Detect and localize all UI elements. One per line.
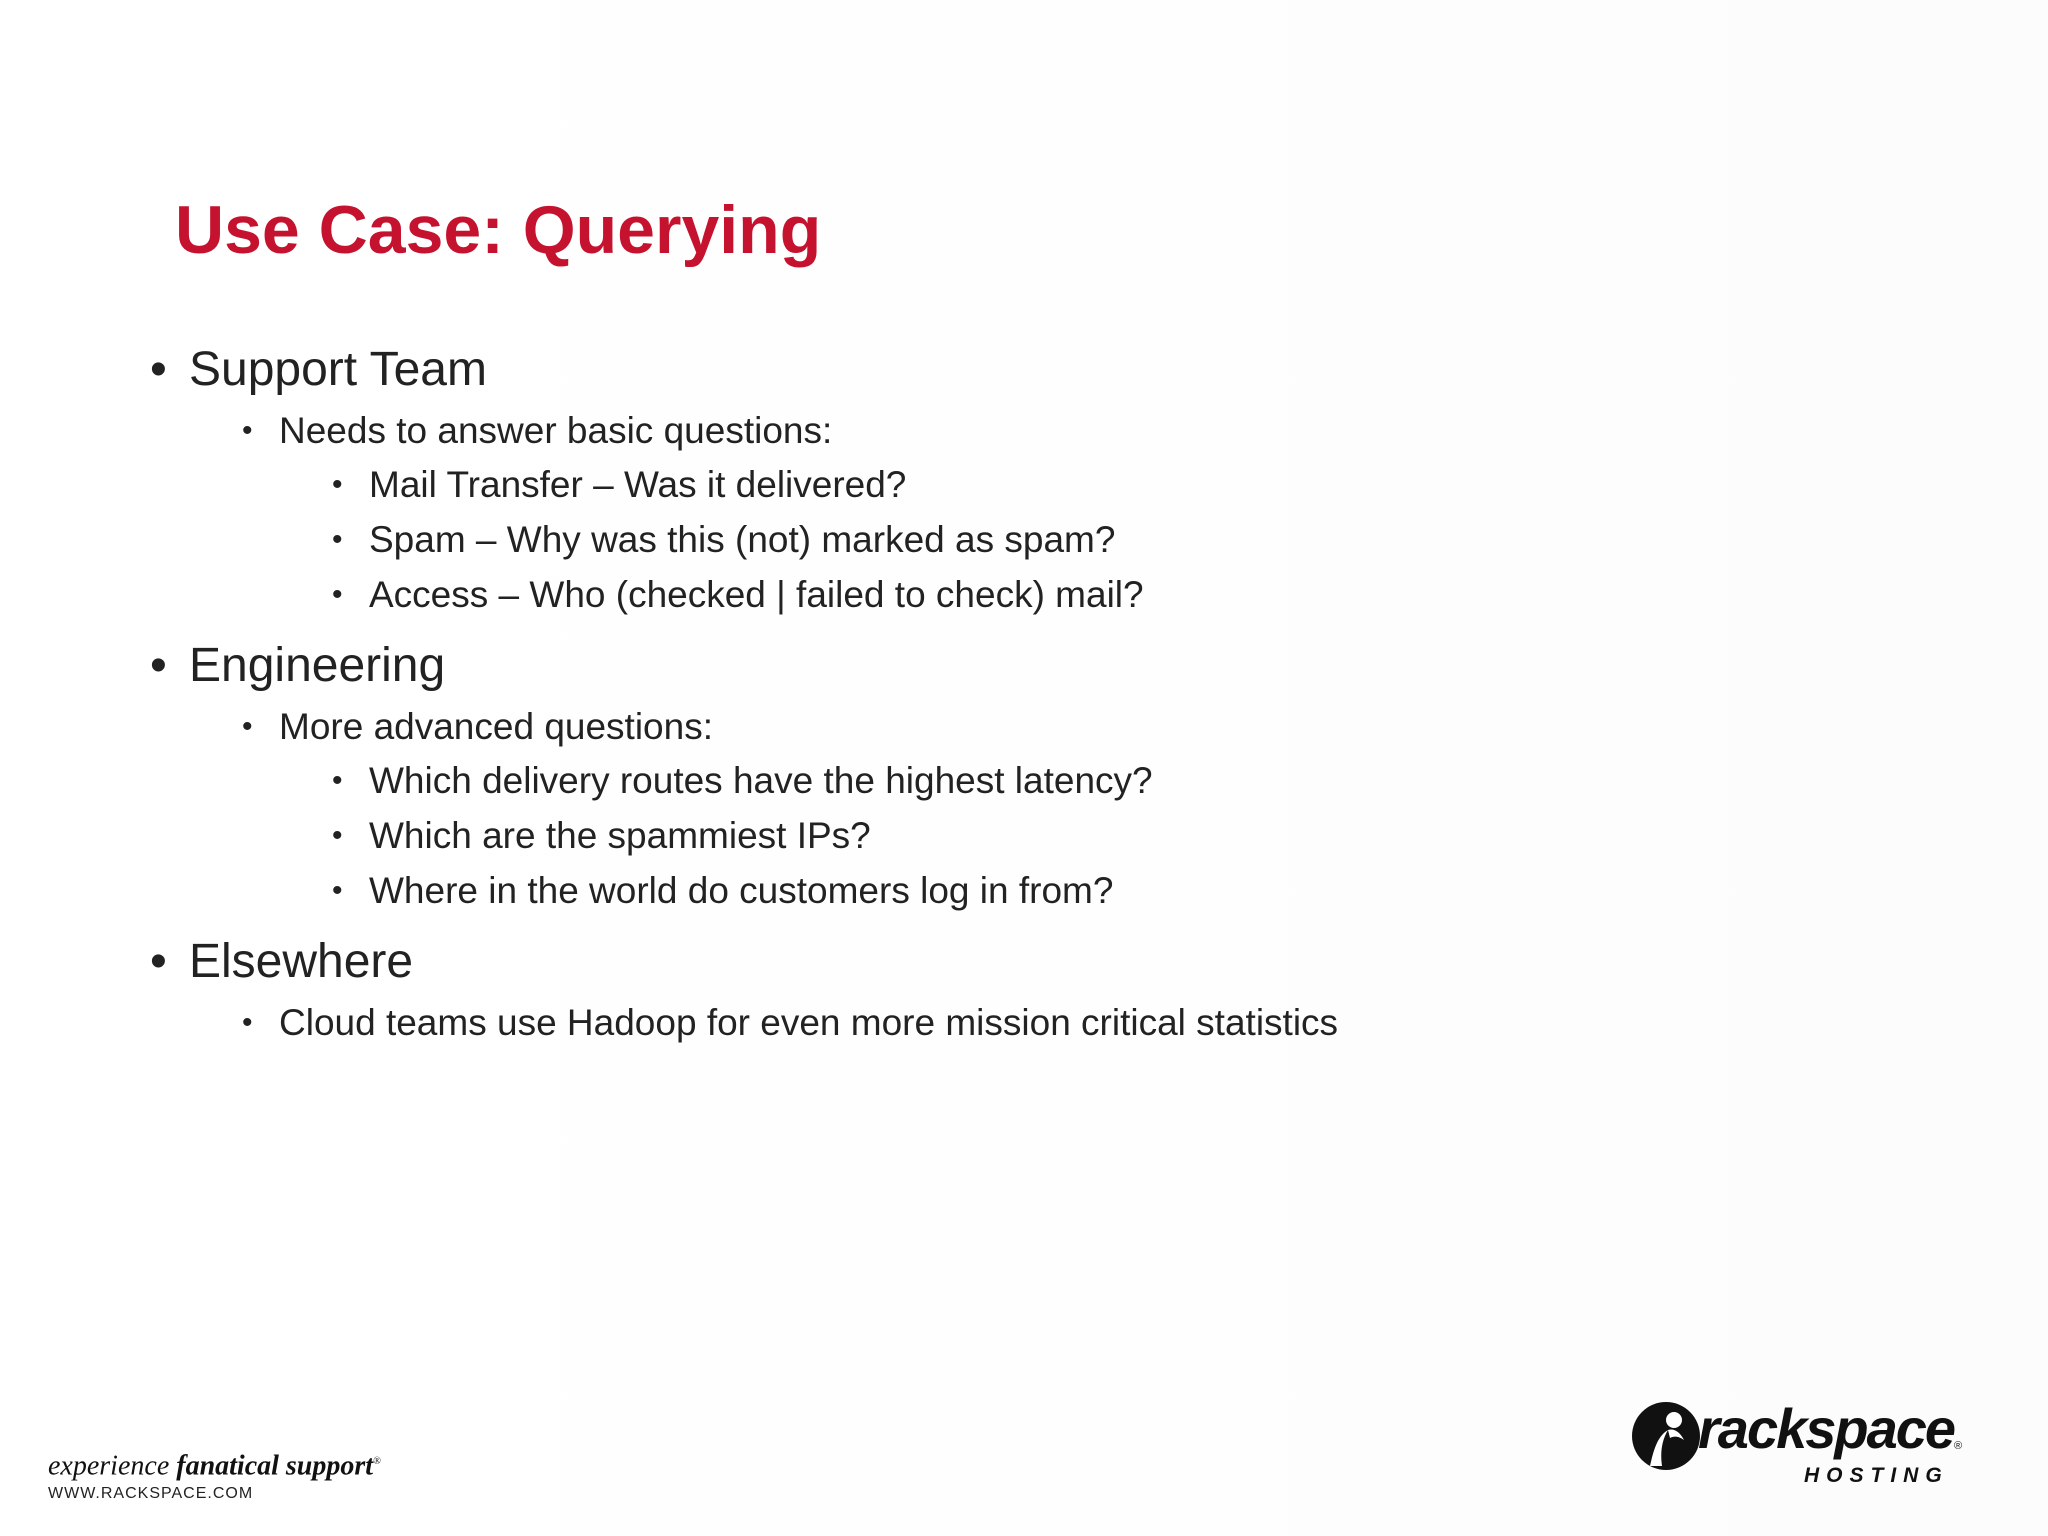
tagline-registered-mark: ® [373, 1456, 381, 1467]
bullet-text: Support Team [189, 343, 487, 396]
bullet-text: Needs to answer basic questions: [279, 410, 833, 451]
bullet-level3 [150, 567, 1850, 622]
rackspace-figure-icon [1628, 1396, 1704, 1472]
slide-title: Use Case: Querying [175, 192, 822, 268]
bullet-level2 [150, 996, 1850, 1049]
bullet-icon: • [242, 1006, 253, 1039]
bullet-icon: • [150, 343, 167, 396]
bullet-text: Elsewhere [189, 935, 414, 988]
bullet-icon: • [332, 468, 343, 501]
bullet-icon: • [332, 819, 343, 852]
bullet-icon: • [242, 710, 253, 743]
bullet-level3 [150, 863, 1850, 918]
bullet-level2 [150, 404, 1850, 457]
bullet-text: Which delivery routes have the highest latency? [369, 760, 1153, 801]
bullet-level3 [150, 808, 1850, 863]
logo-subtitle: HOSTING [1804, 1464, 1949, 1487]
bullet-icon: • [150, 935, 167, 988]
bullet-icon: • [332, 764, 343, 797]
tagline-emphasis: fanatical support [176, 1450, 374, 1482]
bullet-text: More advanced questions: [279, 706, 713, 747]
bullet-level1 [150, 930, 1850, 994]
rackspace-logo [1628, 1394, 1968, 1498]
bullet-level3 [150, 512, 1850, 567]
tagline-prefix: experience [48, 1450, 177, 1482]
footer-tagline-block [48, 1445, 448, 1503]
bullet-icon: • [332, 874, 343, 907]
bullet-icon: • [150, 639, 167, 692]
bullet-text: Spam – Why was this (not) marked as spam? [369, 519, 1116, 560]
bullet-icon: • [332, 578, 343, 611]
bullet-text: Mail Transfer – Was it delivered? [369, 464, 907, 505]
bullet-level1 [150, 338, 1850, 402]
bullet-text: Where in the world do customers log in from? [369, 870, 1114, 911]
bullet-level1 [150, 634, 1850, 698]
bullet-level3 [150, 753, 1850, 808]
footer-url: WWW.RACKSPACE.COM [48, 1485, 254, 1503]
bullet-level2 [150, 700, 1850, 753]
bullet-text: Which are the spammiest IPs? [369, 815, 871, 856]
tagline [48, 1445, 448, 1483]
logo-wordmark: rackspace [1698, 1397, 1955, 1460]
logo-registered-mark: ® [1954, 1440, 1963, 1452]
bullet-text: Cloud teams use Hadoop for even more mission critical statistics [279, 1002, 1339, 1043]
bullet-text: Engineering [189, 639, 446, 692]
bullet-list [150, 338, 1850, 1049]
bullet-icon: • [242, 414, 253, 447]
bullet-icon: • [332, 523, 343, 556]
bullet-level3 [150, 457, 1850, 512]
bullet-text: Access – Who (checked | failed to check) mail? [369, 574, 1144, 615]
